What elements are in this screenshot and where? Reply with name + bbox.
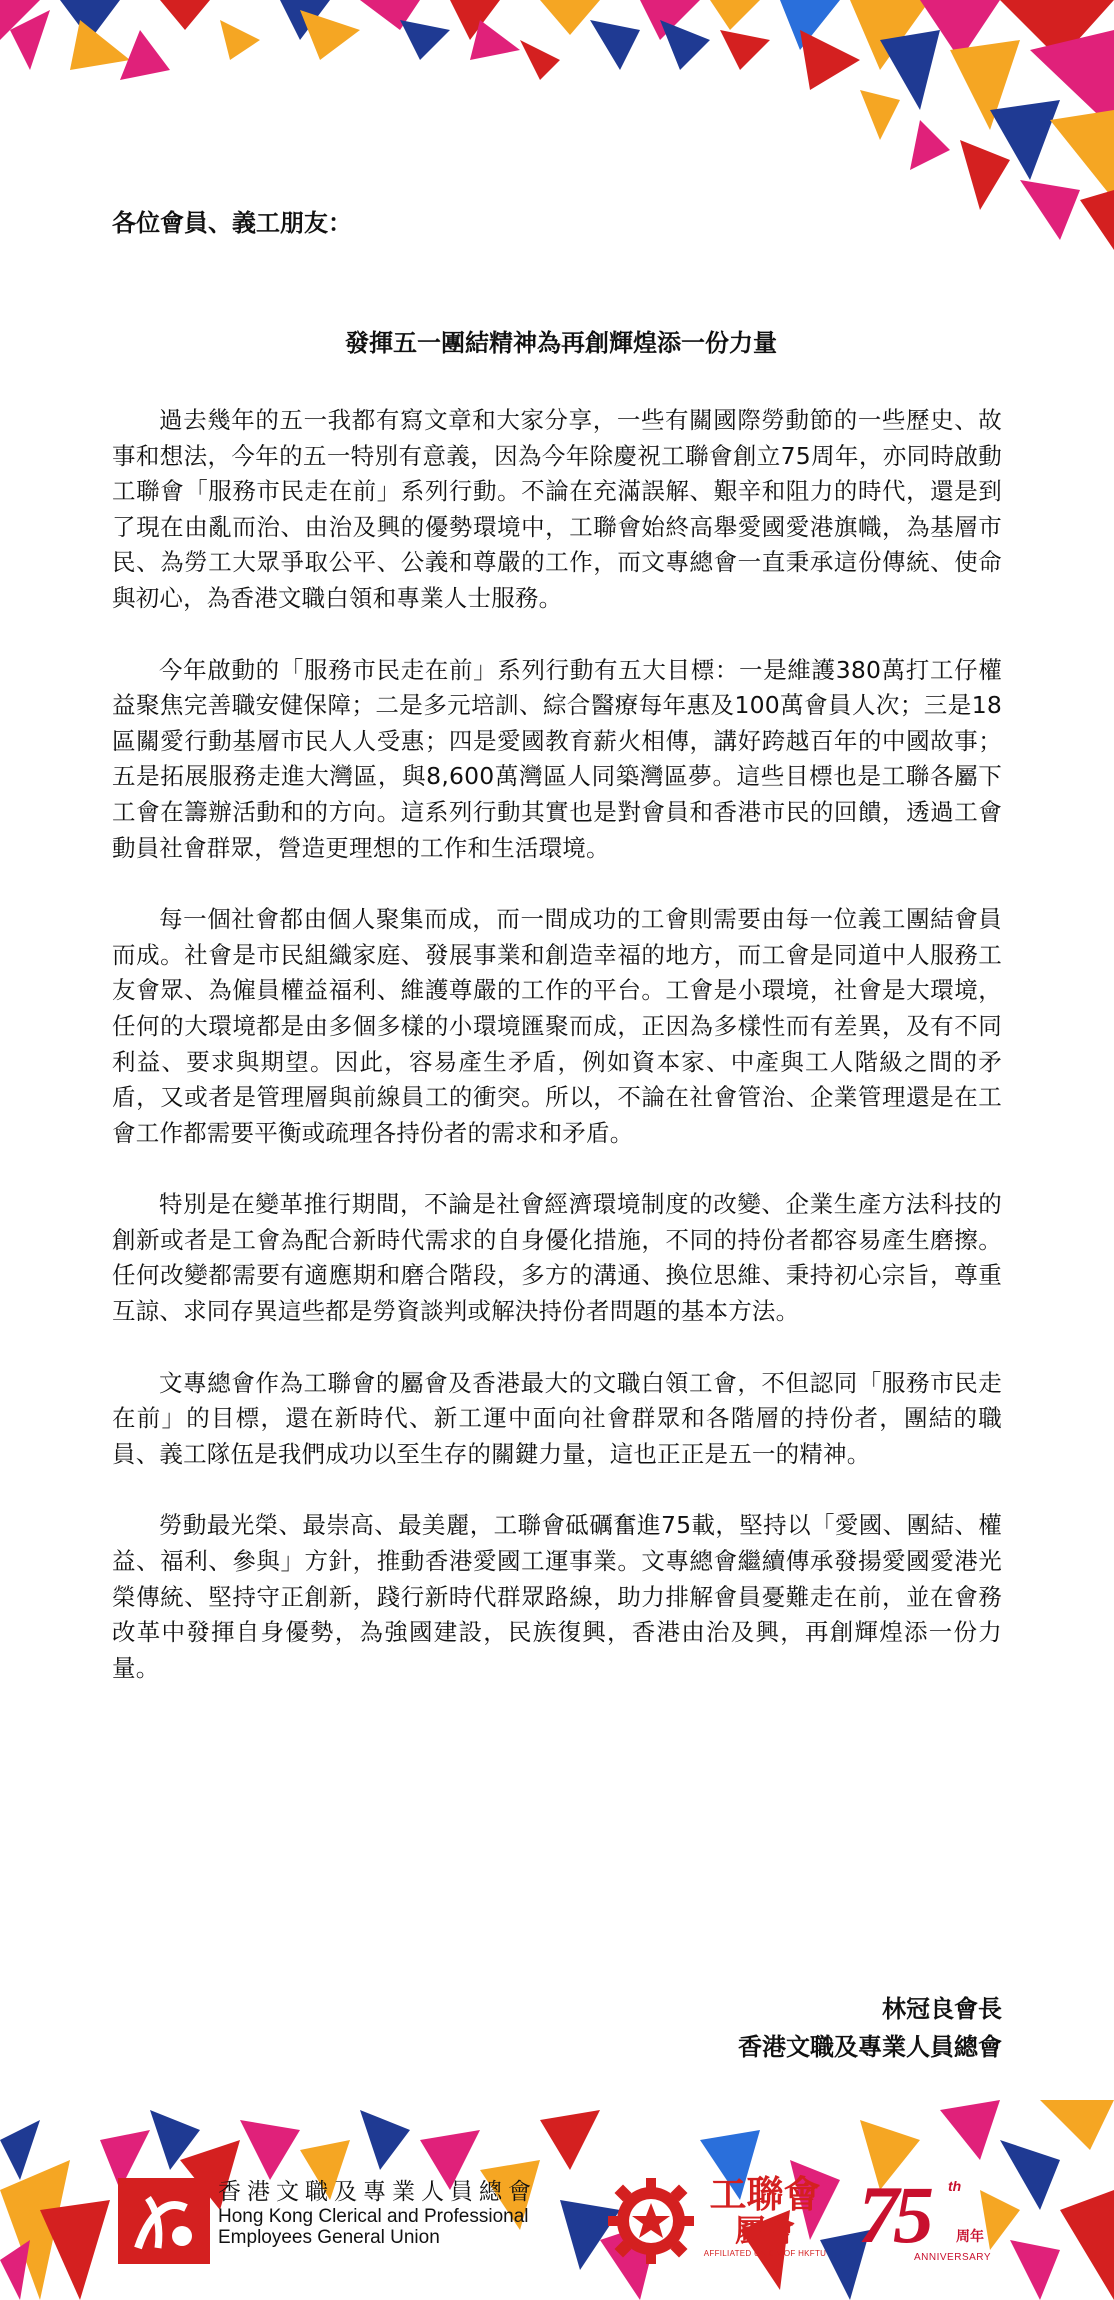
ftu-gear-icon bbox=[606, 2176, 696, 2266]
signature-organization: 香港文職及專業人員總會 bbox=[738, 2033, 1002, 2061]
signature-name: 林冠良會長 bbox=[882, 1995, 1002, 2023]
paragraph: 過去幾年的五一我都有寫文章和大家分享，一些有關國際勞動節的一些歷史、故事和想法，今年的五一特別有意義，因為今年除慶祝工聯會創立75周年，亦同時啟動工聯會「服務市民走在前」系列行動。不論在充滿誤解、艱辛和阻力的時代，還是到了現在由亂而治、由治及興的優勢環境中，工聯會始終高舉愛國愛港旗幟，為基層市民、為勞工大眾爭取公平、公義和尊嚴的工作，而文專總會一直秉承這份傳統、使命與初心，為香港文職白領和專業人士服務。 bbox=[112, 406, 1002, 612]
ftu-wordmark bbox=[700, 2172, 830, 2260]
letter-body bbox=[112, 205, 1002, 1722]
ftu-affiliate-label: 屬會 bbox=[735, 2214, 795, 2249]
hkcpeu-name-en-1: Hong Kong Clerical and Professional bbox=[218, 2206, 529, 2227]
anniversary-suffix: th bbox=[948, 2178, 962, 2194]
letter-title: 發揮五一團結精神為再創輝煌添一份力量 bbox=[345, 329, 777, 357]
paragraph: 特別是在變革推行期間，不論是社會經濟環境制度的改變、企業生產方法科技的創新或者是工會為配合新時代需求的自身優化措施，不同的持份者都容易產生磨擦。任何改變都需要有適應期和磨合階段，多方的溝通、換位思維、秉持初心宗旨，尊重互諒、求同存異這些都是勞資談判或解決持份者問題的基本方法。 bbox=[112, 1190, 1002, 1326]
paragraph: 勞動最光榮、最崇高、最美麗，工聯會砥礪奮進75載，堅持以「愛國、團結、權益、福利、參與」方針，推動香港愛國工運事業。文專總會繼續傳承發揚愛國愛港光榮傳統、堅持守正創新，踐行新時代群眾路線，助力排解會員憂難走在前，並在會務改革中發揮自身優勢，為強國建設，民族復興，香港由治及興，再創輝煌添一份力量。 bbox=[112, 1511, 1002, 1682]
paragraph: 文專總會作為工聯會的屬會及香港最大的文職白領工會，不但認同「服務市民走在前」的目標，還在新時代、新工運中面向社會群眾和各階層的持份者，團結的職員、義工隊伍是我們成功以至生存的關鍵力量，這也正正是五一的精神。 bbox=[112, 1368, 1002, 1468]
anniversary-label-zh: 周年 bbox=[956, 2229, 984, 2245]
hkcpeu-logo-icon bbox=[118, 2178, 210, 2264]
paragraph: 今年啟動的「服務市民走在前」系列行動有五大目標：一是維護380萬打工仔權益聚焦完善職安健保障；二是多元培訓、綜合醫療每年惠及100萬會員人次；三是18區關愛行動基層市民人人受惠；四是愛國教育薪火相傳，講好跨越百年的中國故事；五是拓展服務走進大灣區，與8,600萬灣區人同築灣區夢。這些目標也是工聯各屬下工會在籌辦活動和的方向。這系列行動其實也是對會員和香港市民的回饋，透過工會動員社會群眾，營造更理想的工作和生活環境。 bbox=[112, 655, 1002, 862]
anniversary-label-en: ANNIVERSARY bbox=[914, 2252, 992, 2263]
hkcpeu-wordmark bbox=[218, 2178, 537, 2248]
ftu-name: 工聯會 bbox=[709, 2172, 821, 2216]
anniversary-number: 75 bbox=[858, 2169, 928, 2260]
letter-greeting: 各位會員、義工朋友： bbox=[112, 209, 352, 237]
letter-paragraphs bbox=[112, 403, 1002, 1686]
signature-block bbox=[738, 1990, 1002, 2066]
ftu-affiliate-en: AFFILIATED UNION OF HKFTU bbox=[703, 2249, 827, 2258]
hkcpeu-name-en-2: Employees General Union bbox=[218, 2227, 440, 2248]
hkcpeu-name-zh: 香港文職及專業人員總會 bbox=[218, 2179, 537, 2205]
paragraph: 每一個社會都由個人聚集而成，而一間成功的工會則需要由每一位義工團結會員而成。社會是市民組織家庭、發展事業和創造幸福的地方，而工會是同道中人服務工友會眾、為僱員權益福利、維護尊嚴的工作的平台。工會是小環境，社會是大環境，任何的大環境都是由多個多樣的小環境匯聚而成，正因為多樣性而有差異，及有不同利益、要求與期望。因此，容易產生矛盾，例如資本家、中產與工人階級之間的矛盾，又或者是管理層與前線員工的衝突。所以，不論在社會管治、企業管理還是在工會工作都需要平衡或疏理各持份者的需求和矛盾。 bbox=[112, 905, 1002, 1147]
anniversary-75-logo bbox=[852, 2169, 1012, 2268]
